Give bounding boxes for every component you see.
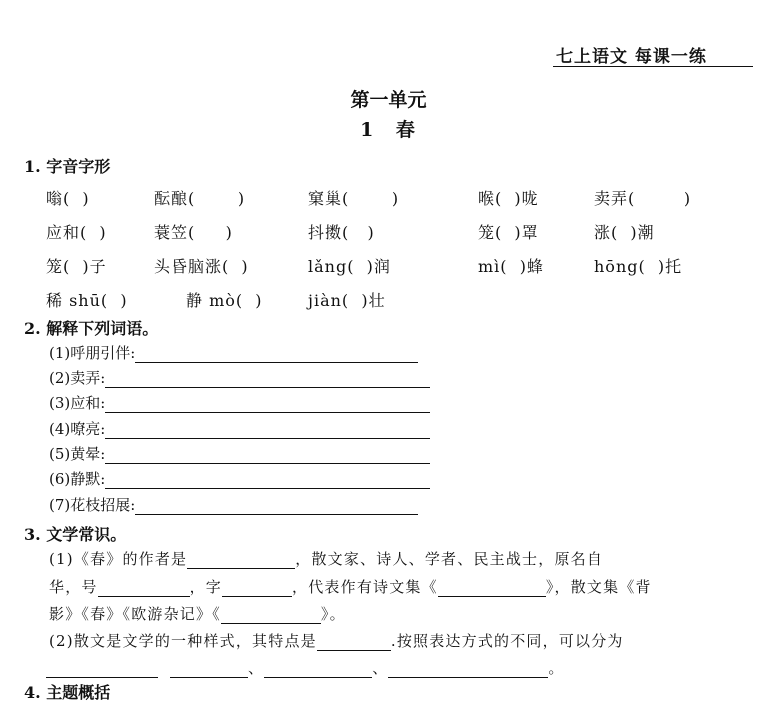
- q1-text: 》，散文集《背: [545, 578, 652, 596]
- q1-text: ，散文家、诗人、学者、民主战士，原名自: [295, 550, 604, 568]
- definition-item: [49, 443, 430, 464]
- definition-label: (4)嘹亮:: [49, 420, 106, 438]
- word-item: hōng( )托: [594, 257, 683, 276]
- type-blank-2[interactable]: [170, 661, 248, 678]
- word-item: 嗡( ): [46, 189, 90, 208]
- lesson-number: 1: [360, 119, 376, 141]
- answer-line[interactable]: [105, 396, 430, 413]
- q1-line-3: [49, 603, 346, 624]
- q1-text: 》。: [320, 605, 346, 623]
- q1-text: ，代表作有诗文集《: [292, 578, 438, 596]
- q1-line-1: [49, 548, 603, 569]
- word-item: 头昏脑涨( ): [154, 257, 249, 276]
- q2-text: .按照表达方式的不同，可以分为: [390, 632, 624, 650]
- word-item: 抖擞( ): [308, 223, 375, 242]
- section-4-heading: 4. 主题概括: [24, 683, 111, 702]
- word-item: 酝酿( ): [154, 189, 246, 208]
- q2-line-1: [49, 630, 624, 651]
- definition-label: (1)呼朋引伴:: [49, 344, 136, 362]
- word-item: jiàn( )壮: [308, 291, 386, 310]
- word-item: lǎng( )润: [308, 257, 391, 276]
- q1-line-2: [49, 576, 652, 597]
- section-1-heading: 1. 字音字形: [24, 157, 111, 176]
- q1-text: 华，号: [49, 578, 98, 596]
- hao-blank[interactable]: [98, 580, 190, 597]
- header-underline: [553, 66, 753, 67]
- word-item: 静 mò( ): [186, 291, 263, 310]
- q1-prefix: (1)《春》的作者是: [49, 550, 188, 568]
- poetry-blank[interactable]: [438, 580, 546, 597]
- definition-item: [49, 392, 430, 413]
- author-blank[interactable]: [187, 552, 295, 569]
- word-item: 应和( ): [46, 223, 107, 242]
- word-item: 涨( )潮: [594, 223, 655, 242]
- type-blank-3[interactable]: [264, 661, 372, 678]
- lesson-name: 春: [395, 119, 417, 141]
- answer-line[interactable]: [135, 346, 418, 363]
- end-punct: 。: [548, 659, 565, 677]
- definition-label: (7)花枝招展:: [49, 496, 136, 514]
- q2-prefix: (2)散文是文学的一种样式，其特点是: [49, 632, 317, 650]
- lesson-title: [0, 115, 777, 142]
- zi-blank[interactable]: [222, 580, 292, 597]
- answer-line[interactable]: [105, 371, 430, 388]
- answer-line[interactable]: [105, 472, 430, 489]
- separator: 、: [372, 659, 389, 677]
- word-item: 笼( )罩: [478, 223, 539, 242]
- separator: 、: [248, 659, 265, 677]
- definition-item: [49, 468, 430, 489]
- answer-line[interactable]: [135, 498, 418, 515]
- definition-label: (2)卖弄:: [49, 369, 106, 387]
- answer-line[interactable]: [105, 422, 430, 439]
- type-blank-4[interactable]: [388, 661, 548, 678]
- definition-label: (6)静默:: [49, 470, 106, 488]
- q1-text: 影》《春》《欧游杂记》《: [49, 605, 221, 623]
- section-3-heading: 3. 文学常识。: [24, 525, 127, 544]
- definition-item: [49, 367, 430, 388]
- word-item: 笼( )子: [46, 257, 107, 276]
- word-item: 窠巢( ): [308, 189, 400, 208]
- word-item: 喉( )咙: [478, 189, 539, 208]
- definition-item: [49, 342, 418, 363]
- answer-line[interactable]: [105, 447, 430, 464]
- definition-item: [49, 494, 418, 515]
- word-item: 蓑笠( ): [154, 223, 233, 242]
- q2-line-2: [46, 657, 565, 678]
- word-item: 稀 shū( ): [46, 291, 128, 310]
- header-title: 七上语文 每课一练: [556, 47, 707, 67]
- unit-title: 第一单元: [350, 89, 427, 111]
- q1-text: ，字: [189, 578, 223, 596]
- section-2-heading: 2. 解释下列词语。: [24, 319, 159, 338]
- definition-label: (5)黄晕:: [49, 445, 106, 463]
- word-item: mì( )蜂: [478, 257, 544, 276]
- essay-blank[interactable]: [221, 607, 321, 624]
- word-item: 卖弄( ): [594, 189, 692, 208]
- feature-blank[interactable]: [317, 634, 391, 651]
- definition-label: (3)应和:: [49, 394, 106, 412]
- definition-item: [49, 418, 430, 439]
- type-blank-1[interactable]: [46, 661, 158, 678]
